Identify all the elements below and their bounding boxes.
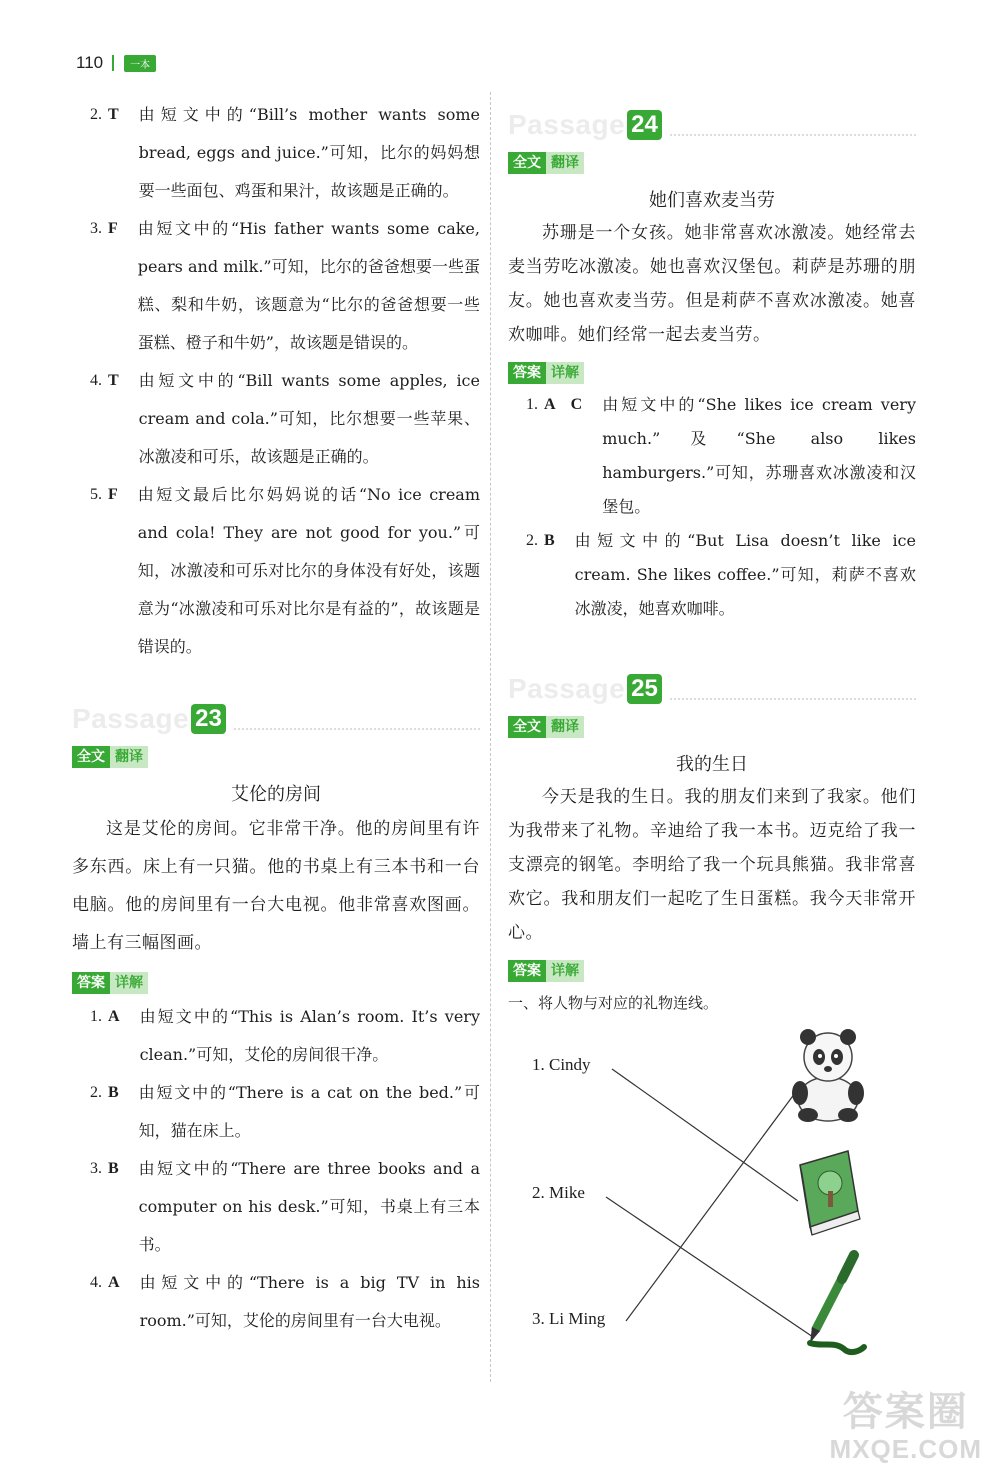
match-line xyxy=(612,1069,798,1201)
answer-item xyxy=(72,476,480,666)
passage-24-heading xyxy=(508,102,916,142)
item-number: 5. xyxy=(90,486,102,503)
passage-translation: 这是艾伦的房间。它非常干净。他的房间里有许多东西。床上有一只猫。他的书桌上有三本书和一台电脑。他的房间里有一台大电视。他非常喜欢图画。墙上有三幅图画。 xyxy=(72,819,480,953)
match-name-mike: 2. Mike xyxy=(532,1183,585,1202)
item-explanation: 由短文中的“His father wants some cake, pears and milk.”可知，比尔的爸爸想要一些蛋糕、梨和牛奶，该题意为“比尔的爸爸想要一些蛋糕、橙子和牛奶”，故该题是错误的。 xyxy=(137,219,480,352)
answer-list-passage23 xyxy=(72,998,480,1340)
answer-item xyxy=(72,210,480,362)
answer-badge xyxy=(508,362,584,384)
badge-part: 翻译 xyxy=(546,152,584,174)
brand-label: 一本 xyxy=(124,55,156,72)
answer-list-passage22 xyxy=(72,96,480,666)
badge-part: 翻译 xyxy=(110,746,148,768)
badge-part: 全文 xyxy=(508,152,546,174)
item-explanation: 由短文中的“There is a cat on the bed.”可知，猫在床上。 xyxy=(138,1083,480,1140)
passage-word: Passage xyxy=(508,673,626,704)
passage-translation: 苏珊是一个女孩。她非常喜欢冰激凌。她经常去麦当劳吃冰激凌。她也喜欢汉堡包。莉萨是苏珊的朋友。她也喜欢麦当劳。但是莉萨不喜欢冰激凌。她喜欢咖啡。她们经常一起去麦当劳。 xyxy=(508,223,916,345)
match-name-liming: 3. Li Ming xyxy=(532,1309,606,1328)
passage-number: 23 xyxy=(191,704,226,734)
item-explanation: 由短文最后比尔妈妈说的话“No ice cream and cola! They are not good for you.”可知，冰激凌和可乐对比尔的身体没有好处，该题意为“冰激凌和可乐对比尔是有益的”，故该题是错误的。 xyxy=(137,485,480,656)
column-divider xyxy=(490,92,491,1382)
matching-exercise xyxy=(508,1019,916,1359)
badge-part: 详解 xyxy=(110,972,148,994)
passage-title: 我的生日 xyxy=(676,754,748,775)
item-answer: A xyxy=(108,1008,120,1025)
answer-list-passage24 xyxy=(508,388,916,626)
pen-icon xyxy=(810,1255,864,1352)
answer-item xyxy=(72,1150,480,1264)
passage-word: Passage xyxy=(72,703,190,734)
item-explanation: 由短文中的“This is Alan’s room. It’s very clean.”可知，艾伦的房间很干净。 xyxy=(139,1007,480,1064)
badge-part: 答案 xyxy=(508,362,546,384)
item-number: 3. xyxy=(90,1160,102,1177)
passage-25-heading xyxy=(508,666,916,706)
matching-instruction: 一、将人物与对应的礼物连线。 xyxy=(508,994,719,1012)
item-number: 2. xyxy=(90,106,102,123)
heading-rule xyxy=(670,134,916,136)
badge-part: 全文 xyxy=(508,716,546,738)
watermark xyxy=(830,1390,982,1465)
passage-23-heading xyxy=(72,696,480,736)
matching-figure xyxy=(508,1019,916,1359)
item-explanation: 由短文中的“There is a big TV in his room.”可知，艾伦的房间里有一台大电视。 xyxy=(139,1273,480,1330)
watermark-text: 答案圈 xyxy=(842,1389,969,1435)
passage-number: 25 xyxy=(627,674,662,704)
right-column xyxy=(508,96,916,1359)
item-number: 1. xyxy=(90,1008,102,1025)
item-number: 1. xyxy=(526,396,538,413)
book-icon xyxy=(800,1151,860,1235)
item-explanation: 由短文中的“There are three books and a computer on his desk.”可知，书桌上有三本书。 xyxy=(138,1159,480,1254)
item-answer: T xyxy=(108,372,119,389)
item-number: 3. xyxy=(90,220,102,237)
item-number: 2. xyxy=(526,532,538,549)
passage-title: 艾伦的房间 xyxy=(231,784,321,805)
passage-translation: 今天是我的生日。我的朋友们来到了我家。他们为我带来了礼物。辛迪给了我一本书。迈克给了我一支漂亮的钢笔。李明给了我一个玩具熊猫。我非常喜欢它。我和朋友们一起吃了生日蛋糕。我今天非常开心。 xyxy=(508,787,916,943)
item-answer: F xyxy=(108,486,118,503)
answer-item xyxy=(508,388,916,524)
translation-badge xyxy=(72,746,148,768)
badge-part: 全文 xyxy=(72,746,110,768)
answer-item xyxy=(72,998,480,1074)
page-number: 110 xyxy=(76,53,104,72)
item-answer: F xyxy=(108,220,118,237)
item-number: 4. xyxy=(90,1274,102,1291)
passage-number: 24 xyxy=(627,110,662,140)
passage-title: 她们喜欢麦当劳 xyxy=(649,190,775,211)
badge-part: 答案 xyxy=(508,960,546,982)
answer-item xyxy=(72,362,480,476)
heading-rule xyxy=(234,728,480,730)
watermark-url: MXQE.COM xyxy=(829,1434,982,1464)
badge-part: 详解 xyxy=(546,960,584,982)
heading-rule xyxy=(670,698,916,700)
answer-badge xyxy=(508,960,584,982)
match-line xyxy=(606,1197,813,1337)
header-divider xyxy=(112,55,114,71)
match-name-cindy: 1. Cindy xyxy=(532,1055,591,1074)
item-number: 2. xyxy=(90,1084,102,1101)
left-column xyxy=(72,96,480,1340)
passage-word: Passage xyxy=(508,109,626,140)
answer-item xyxy=(72,1074,480,1150)
translation-badge xyxy=(508,152,584,174)
item-explanation: 由短文中的“She likes ice cream very much.”及“She also likes hamburgers.”可知，苏珊喜欢冰激凌和汉堡包。 xyxy=(602,395,916,516)
badge-part: 翻译 xyxy=(546,716,584,738)
item-answer: T xyxy=(108,106,119,123)
panda-icon xyxy=(792,1029,864,1122)
answer-item xyxy=(72,96,480,210)
item-explanation: 由短文中的“But Lisa doesn’t like ice cream. She likes coffee.”可知，莉萨不喜欢冰激凌，她喜欢咖啡。 xyxy=(574,531,916,618)
page-header xyxy=(76,50,156,76)
item-answer: B xyxy=(108,1084,119,1101)
item-answer: A C xyxy=(544,396,583,413)
answer-badge xyxy=(72,972,148,994)
item-explanation: 由短文中的“Bill’s mother wants some bread, eggs and juice.”可知，比尔的妈妈想要一些面包、鸡蛋和果汁，故该题是正确的。 xyxy=(138,105,480,200)
item-explanation: 由短文中的“Bill wants some apples, ice cream and cola.”可知，比尔想要一些苹果、冰激凌和可乐，故该题是正确的。 xyxy=(138,371,480,466)
match-line xyxy=(626,1089,798,1321)
answer-item xyxy=(508,524,916,626)
item-number: 4. xyxy=(90,372,102,389)
badge-part: 详解 xyxy=(546,362,584,384)
translation-badge xyxy=(508,716,584,738)
badge-part: 答案 xyxy=(72,972,110,994)
item-answer: A xyxy=(108,1274,120,1291)
answer-item xyxy=(72,1264,480,1340)
item-answer: B xyxy=(108,1160,119,1177)
item-answer: B xyxy=(544,532,555,549)
